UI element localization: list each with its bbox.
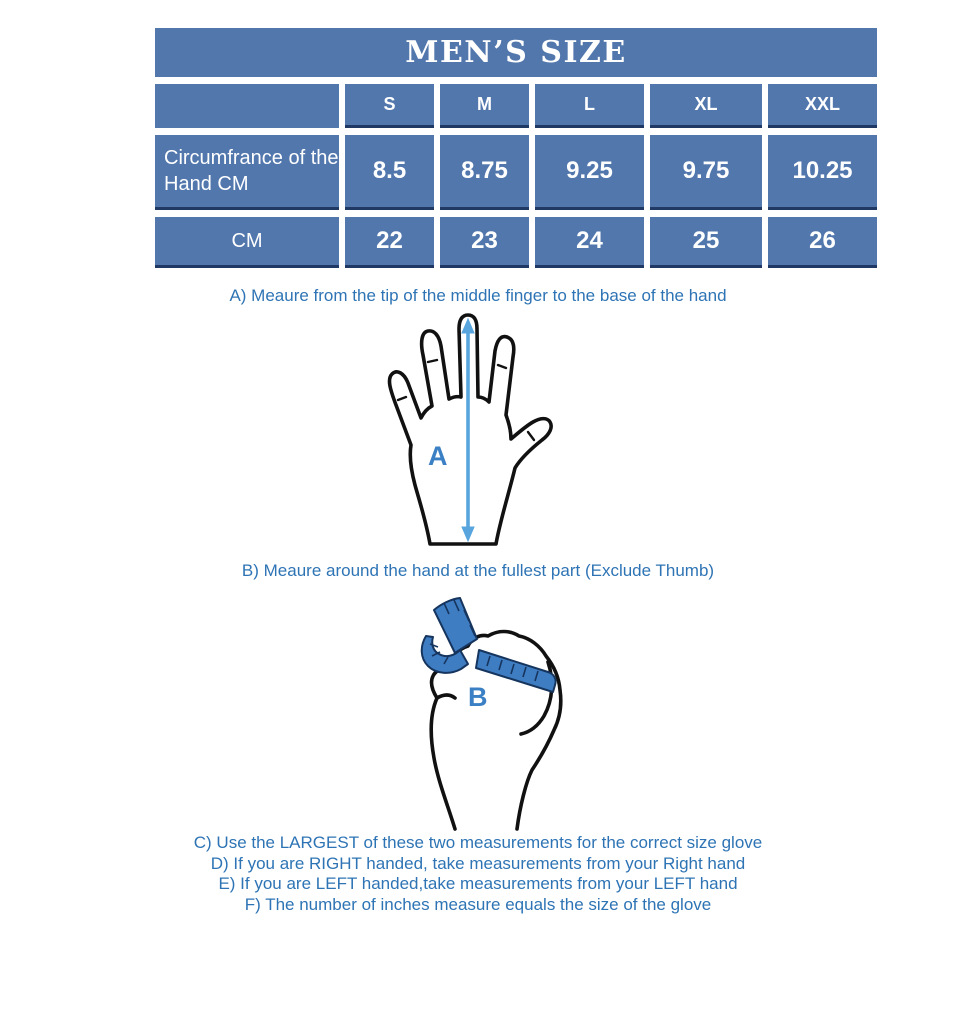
hand-circumference-diagram (380, 586, 582, 833)
instruction-c: C) Use the LARGEST of these two measurements for the correct size glove (193, 833, 763, 852)
circumference-value-m: 8.75 (440, 135, 529, 210)
cm-row-label: CM (155, 217, 339, 268)
instructions-c-to-f (0, 833, 956, 915)
circumference-value-l: 9.25 (535, 135, 644, 210)
circumference-row-label: Circumfrance of the Hand CM (155, 135, 339, 210)
size-header-l: L (535, 84, 644, 128)
instruction-d: D) If you are RIGHT handed, take measurements from your Right hand (210, 853, 746, 873)
size-header-row (155, 84, 877, 128)
size-header-m: M (440, 84, 529, 128)
cm-value-xl: 25 (650, 217, 762, 268)
size-header-s: S (345, 84, 434, 128)
instruction-a: A) Meaure from the tip of the middle finger to the base of the hand (229, 286, 727, 305)
cm-value-xxl: 26 (768, 217, 877, 268)
instruction-f: F) The number of inches measure equals the size of the glove (244, 894, 712, 914)
circumference-value-xxl: 10.25 (768, 135, 877, 210)
circumference-value-s: 8.5 (345, 135, 434, 210)
circumference-value-xl: 9.75 (650, 135, 762, 210)
hand-circumference-label: B (468, 682, 488, 712)
cm-value-m: 23 (440, 217, 529, 268)
size-header-xxl: XXL (768, 84, 877, 128)
cm-value-l: 24 (535, 217, 644, 268)
instruction-e: E) If you are LEFT handed,take measurements from your LEFT hand (218, 874, 738, 893)
open-hand-icon (389, 315, 551, 544)
circumference-row (155, 135, 877, 210)
size-header-xl: XL (650, 84, 762, 128)
cm-value-s: 22 (345, 217, 434, 268)
table-title: MEN’S SIZE (155, 28, 877, 77)
hand-length-label: A (428, 441, 448, 471)
mens-size-table (155, 28, 877, 268)
hand-length-diagram (368, 313, 570, 547)
empty-header-cell (155, 84, 339, 128)
cm-row (155, 217, 877, 268)
instruction-b: B) Meaure around the hand at the fullest part (Exclude Thumb) (241, 561, 715, 580)
